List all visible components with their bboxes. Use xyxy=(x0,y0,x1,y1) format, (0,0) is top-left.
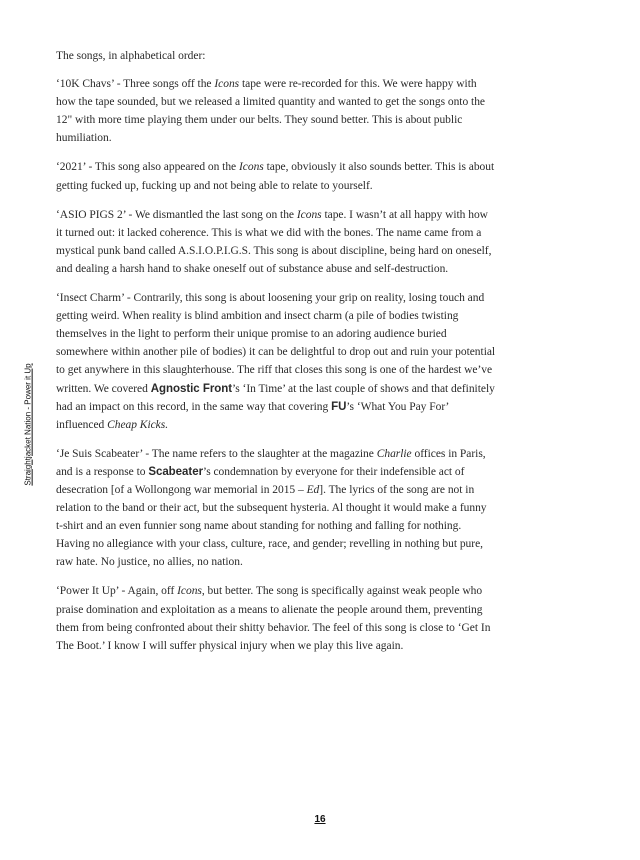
running-header-text: Straightjacket Nation - Power it Up xyxy=(23,362,33,486)
text-run: ‘Insect Charm’ - Contrarily, this song is about loosening your grip on reality, losing touch and getting weird. When reality is blind ambition and insect charm (a pile of bodies twisting themselves in the light to perform their unique promise to an adoring audience buried somewhere within another pile of bodies) it can be delightful to drop out and ruin your potential to get anywhere in this slaughterhouse. The riff that closes this song is one of the hardest we’ve written. We covered xyxy=(56,292,496,395)
article-body xyxy=(56,47,496,666)
text-run: tape, obviously it also sounds better. This is about getting fucked up, fucking up and not being able to relate to yourself. xyxy=(56,161,495,192)
magazine-title: Charlie xyxy=(376,447,412,460)
text-run: ’s ‘In Time’ at the last couple of shows and that definitely had an impact on this record, in the same way that covering xyxy=(56,382,495,413)
text-run: ‘ASIO PIGS 2’ - We dismantled the last song on the xyxy=(56,208,297,221)
song-paragraph-10k-chavs xyxy=(56,75,496,147)
text-run: ‘10K Chavs’ - Three songs off the xyxy=(56,78,215,91)
album-title: Icons xyxy=(214,78,240,91)
text-run: tape were re-recorded for this. We were happy with how the tape sounded, but we released a limited quantity and wanted to get the songs onto the 12" with more time playing them under our belts. They sound better. This is about public humiliation. xyxy=(56,78,485,145)
album-title: Icons xyxy=(296,208,322,221)
text-run: tape. I wasn’t at all happy with how it turned out: it lacked coherence. This is what we did with the bones. The name came from a mystical punk band called A.S.I.O.P.I.G.S. This song is about discipline, being hard on oneself, and dealing a harsh hand to shake oneself out of substance abuse and self-destruction. xyxy=(56,208,492,275)
text-run: ‘Power It Up’ - Again, off xyxy=(56,585,178,598)
text-run: ’s ‘What You Pay For’ influenced xyxy=(56,400,449,431)
editor-note: Ed xyxy=(306,483,320,496)
album-title: Cheap Kicks. xyxy=(107,418,169,431)
band-name: Agnostic Front xyxy=(150,382,233,395)
text-run: offices in Paris, and is a response to xyxy=(56,447,486,478)
text-run: ]. The lyrics of the song are not in relation to the band or their act, but the subsequent hysteria. Al thought it would make a funny t-shirt and an even funnier song name about standing for nothing and falling for nothing. Having no allegiance with your class, culture, race, and gender; revelling in nothing but pure, raw hate. No justice, no allies, no nation. xyxy=(56,483,487,569)
intro-line: The songs, in alphabetical order: xyxy=(56,50,206,62)
text-run: ‘Je Suis Scabeater’ - The name refers to the slaughter at the magazine xyxy=(56,447,377,460)
song-paragraph-2021 xyxy=(56,158,496,194)
song-paragraph-je-suis-scabeater xyxy=(56,445,496,572)
page-number: 16 xyxy=(314,814,326,825)
album-title: Icons xyxy=(238,161,264,174)
song-paragraph-asio-pigs xyxy=(56,206,496,278)
running-header xyxy=(21,358,35,490)
text-run: , but better. The song is specifically against weak people who praise domination and exploitation as a means to alienate the people around them, preventing them from being confronted about their shitty behavior. The feel of this song is close to ‘Get In The Boot.’ I know I will suffer physical injury when we play this live again. xyxy=(56,585,491,652)
album-title: Icons xyxy=(177,585,202,598)
text-run: ’s condemnation by everyone for their indefensible act of desecration [of a Wollongong war memorial in 2015 – xyxy=(56,465,465,496)
song-paragraph-power-it-up xyxy=(56,582,496,654)
band-name: FU xyxy=(331,400,347,413)
song-paragraph-insect-charm xyxy=(56,289,496,434)
band-name: Scabeater xyxy=(148,465,204,478)
text-run: ‘2021’ - This song also appeared on the xyxy=(56,161,239,174)
